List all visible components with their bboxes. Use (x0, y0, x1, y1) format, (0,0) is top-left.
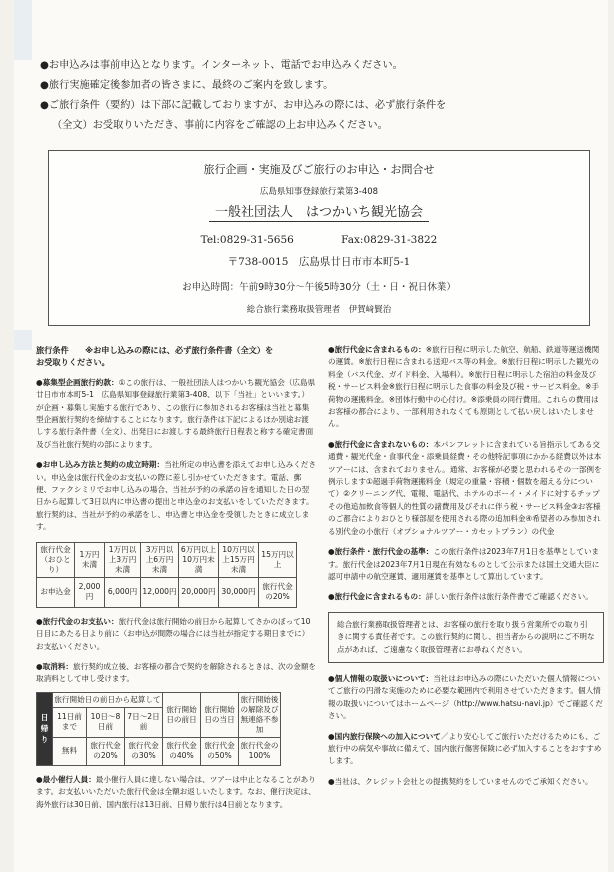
table-cell: 旅行代金の40% (163, 737, 201, 765)
registration-number: 広島県知事登録旅行業第3-408 (259, 187, 379, 197)
table-cell: 12,000円 (141, 577, 179, 607)
table-cell: 旅行代金の50% (201, 737, 239, 765)
table-cell: 10日～8日前 (87, 707, 125, 737)
section-heading: ●国内旅行保険への加入について (328, 731, 441, 741)
office-hours: お申込時間：午前9時30分～午後5時30分（土・日・祝日休業） (182, 282, 456, 293)
table-cell: 旅行代金の30% (125, 737, 163, 765)
section-body: 最小催行人員に達しない場合は、ツアーは中止となることがあります。お支払いいただいた旅行代金は全額お返しいたします。なお、催行決定は、海外旅行は30日前、国内旅行は13日前、日帰り旅行は4日前となります。 (36, 774, 316, 809)
section-body: 旅行代金は旅行開始の前日から起算してさかのぼって10日目にあたる日より前に（お申込が間際の場合には当社が指定する期日までに）お支払いください。 (36, 616, 311, 651)
organization-name: 一般社団法人 はつかいち観光協会 (209, 201, 429, 222)
table-cell: 旅行開始後の解除及び無連絡不参加 (239, 692, 281, 737)
table-cell: 無料 (53, 737, 87, 765)
section-body: 当社はお申込みの際にいただいた個人情報についてご旅行の円滑な実施のために必要な範囲内で利用させていただきます。個人情報の取扱いについてはホームページ（http://www.hatsu-navi.jp）でご確認ください。 (328, 673, 603, 721)
section-cancellation (36, 661, 316, 686)
note-line: ●お申込みは事前申込となります。インターネット、電話でお申込みください。 (40, 60, 403, 71)
section-heading: ●旅行条件・旅行代金の基準： (328, 547, 434, 557)
bleed-art-strip (14, 0, 32, 60)
section-heading: ●個人情報の取扱いについて： (328, 673, 434, 683)
contact-heading: 旅行企画・実施及びご旅行のお申込・お問合せ (203, 163, 435, 176)
table-cell: 10万円以上15万円未満 (219, 542, 259, 577)
table-cell: 11日前まで (53, 707, 87, 737)
section-heading: ●旅行代金に含まれるもの： (328, 345, 426, 354)
table-cell: 6,000円 (105, 577, 141, 607)
section-body: ／より安心してご旅行いただけるためにも、ご旅行中の病気や事故に備えて、国内旅行傷害保険に必ず加入することをおすすめします。 (328, 731, 602, 766)
section-heading: ●募集型企画旅行約款： (36, 377, 119, 387)
table-cell: お申込金 (37, 577, 75, 607)
section-body: 詳しい旅行条件は旅行条件書でご確認ください。 (425, 592, 593, 602)
section-body: 本パンフレットに含まれている旨指示してある交通費・観光代金・食事代金・添乗員経費・その他特記事項にかかる経費以外は本ツアーには、含まれておりません。通常、お客様が必要と思われるその一部例を例示します①超過手荷物運搬料金（規定の重量・容積・個数を超える分について）②クリーニング代、電報、電話代、ホテルのボーイ・メイドに対するチップその他追加飲食等個人的性質の諸費用及びそれに伴う税・サービス料金③お客様のご都合によりおひとり様部屋を使用される際の追加料金④希望者のみ参加される別代金の小旅行（オプショナルツアー・カセットプラン）の代金 (328, 439, 602, 536)
cancellation-table (36, 692, 281, 766)
right-column (328, 344, 604, 796)
deposit-table (36, 542, 297, 608)
note-line: ●ご旅行条件（要約）は下部に記載しておりますが、お申込みの際には、必ず旅行条件を (40, 100, 447, 111)
section-payment (36, 616, 316, 653)
section-heading: ●旅行代金に含まれないもの： (328, 439, 434, 449)
section-minimum-participants (36, 774, 316, 811)
table-cell: 20,000円 (179, 577, 219, 607)
table-cell: 旅行代金の20% (87, 737, 125, 765)
table-cell: 旅行代金の100% (239, 737, 281, 765)
day-trip-label: 日帰り (37, 692, 53, 765)
note-line: ●旅行実施確定後参加者の皆さまに、最終のご案内を致します。 (40, 80, 334, 91)
section-details (328, 591, 604, 603)
section-body: ※旅行日程に明示した航空、航船、鉄道等運送機関の運賃。※旅行日程に含まれる送迎バス等の料金。※旅行日程に明示した観光の料金（バス代金、ガイド料金、入場料）。※旅行日程に明示した宿泊の料金及び税・サービス料金※旅行日程に明示した食事の料金及び税・サービス料金。※手荷物の運搬料金。※団体行動中の心付け。※添乗員の同行費用。これらの費用はお客様の都合により、一部利用されなくても原則として払い戻しはいたしません。 (328, 345, 600, 429)
section-insurance (328, 731, 604, 768)
section-body: この旅行条件は2023年7月1日を基準としています。旅行代金は2023年7月1日現在有効なものとして公示または国土交通大臣に認可申請中の航空運賃、適用運賃を基準として算出しています。 (328, 547, 600, 581)
section-credit-card (328, 776, 604, 788)
tel-number: Tel:0829-31-5656 (200, 234, 294, 246)
conditions-title (36, 344, 316, 369)
table-cell: 旅行開始日の前日 (163, 692, 201, 737)
table-cell: 6万円以上10万円未満 (179, 542, 219, 577)
top-notes (40, 56, 600, 136)
section-included (328, 344, 604, 431)
section-application (36, 459, 316, 533)
table-cell: 2,000円 (75, 577, 105, 607)
table-cell: 旅行代金の20% (259, 577, 297, 607)
section-heading: ●お申し込み方法と契約の成立時期： (36, 460, 165, 470)
section-heading: ●最小催行人員： (36, 774, 96, 784)
document-page (14, 0, 608, 872)
contact-box (48, 150, 590, 326)
section-heading: ●旅行代金のお支払い： (36, 616, 119, 626)
manager-note-box: 総合旅行業務取扱管理者とは、お客様の旅行を取り扱う営業所での取り引きに関する責任者です。この旅行契約に関し、担当者からの説明にご不明な点があれば、ご遠慮なく取扱管理者にお尋ねください。 (328, 612, 604, 663)
section-body: ①この旅行は、一般社団法人はつかいち観光協会（広島県廿日市市本町5-1 広島県知事登録旅行業第3-408、以下「当社」といいます。）が企画・募集し実施する旅行であり、この旅行に参加されるお客様は当社と募集型企画旅行契約を締結することになります。旅行条件は下記によるほか別途お渡しする旅行条件書（全文）、出発日にお渡しする最終旅行日程表と称する確定書面及び当社旅行契約の部によります。 (36, 377, 316, 449)
table-cell: 旅行開始日の当日 (201, 692, 239, 737)
table-cell: 3万円以上6万円未満 (141, 542, 179, 577)
section-body: 当社所定の申込書を添えてお申し込みください。申込金は旅行代金のお支払いの際に差し引かせていただきます。電話、郵便、ファクシミリでお申し込みの場合、当社が予約の承諾の旨を通知した日の翌日から起算して3日以内に申込書の提出と申込金のお支払いをしていただきます。旅行契約は、当社が予約の承諾をし、申込書と申込金を受領したときに成立します。 (36, 460, 316, 532)
contact-numbers (49, 234, 589, 246)
bleed-art-strip (14, 330, 32, 350)
table-cell: 旅行代金（おひとり） (37, 542, 75, 577)
travel-manager: 総合旅行業務取扱管理者 伊賀﨑賢治 (246, 305, 392, 315)
table-cell: 旅行開始日の前日から起算して (53, 692, 163, 707)
section-body: 旅行契約成立後、お客様の都合で契約を解除されるときは、次の金額を取消料として申し受けます。 (36, 661, 317, 684)
fax-number: Fax:0829-31-3822 (341, 234, 438, 246)
left-column (36, 344, 316, 819)
section-body: ●当社は、クレジット会社との提携契約をしていませんのでご承知ください。 (328, 776, 593, 786)
section-privacy (328, 673, 604, 723)
section-heading: ●取消料： (36, 661, 74, 671)
table-cell: 7日～2日前 (125, 707, 163, 737)
conditions-title-line2: お受取りください。 (36, 357, 110, 368)
section-not-included (328, 439, 604, 538)
table-cell: 1万円未満 (75, 542, 105, 577)
section-base-date (328, 546, 604, 583)
section-heading: ●旅行代金に含まれるもの： (328, 592, 426, 602)
table-cell: 15万円以上 (259, 542, 297, 577)
address: 〒738-0015 広島県廿日市市本町5-1 (227, 256, 411, 268)
note-line: （全文）お受取りいただき、事前に内容をご確認の上お申込みください。 (52, 120, 388, 131)
section-contract-terms (36, 377, 316, 451)
conditions-title-line1: 旅行条件 ※お申し込みの際には、必ず旅行条件書（全文）を (36, 345, 274, 355)
table-cell: 30,000円 (219, 577, 259, 607)
table-cell: 1万円以上3万円未満 (105, 542, 141, 577)
